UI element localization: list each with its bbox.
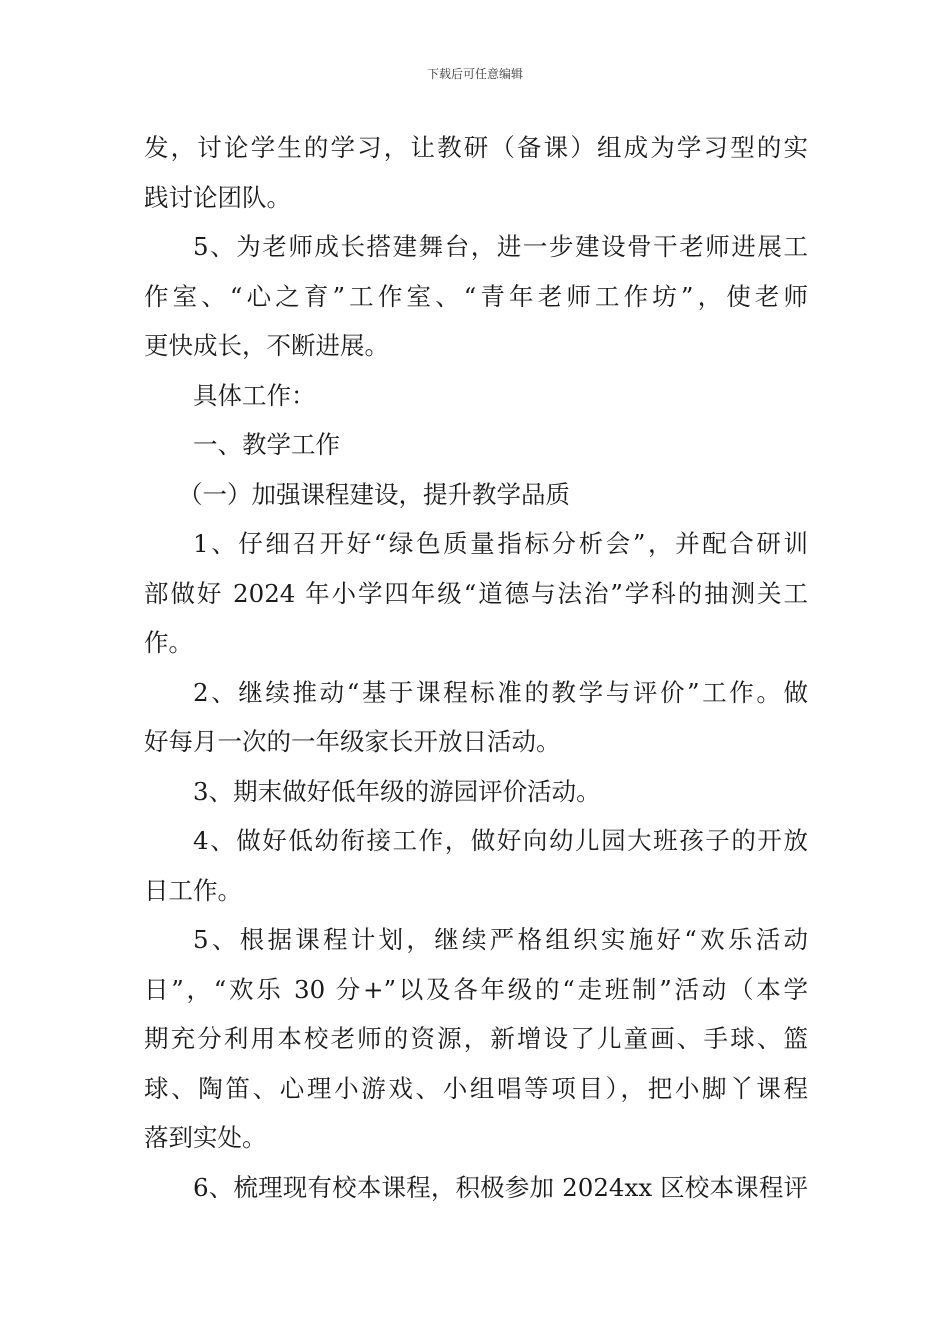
paragraph-line: 更快成长，不断进展。 [144, 331, 389, 360]
paragraph-line: 践讨论团队。 [144, 182, 291, 212]
section-heading: 一、教学工作 [193, 430, 340, 459]
paragraph-line: 4、做好低幼衔接工作，做好向幼儿园大班孩子的开放 [193, 826, 808, 855]
paragraph-line: 部做好 2024 年小学四年级“道德与法治”学科的抽测关工 [144, 578, 808, 608]
paragraph-line: 6、梳理现有校本课程，积极参加 2024xx 区校本课程评 [193, 1172, 808, 1202]
paragraph-line: 日”，“欢乐 30 分+”以及各年级的“走班制”活动（本学 [144, 974, 808, 1004]
paragraph-line: 期充分利用本校老师的资源，新增设了儿童画、手球、篮 [144, 1024, 808, 1053]
document-body [144, 123, 808, 1212]
paragraph-line: 5、根据课程计划，继续严格组织实施好“欢乐活动 [193, 925, 808, 954]
paragraph-line: 1、仔细召开好“绿色质量指标分析会”，并配合研训 [193, 529, 808, 558]
paragraph-line: 发，讨论学生的学习，让教研（备课）组成为学习型的实 [144, 133, 808, 162]
paragraph-line: 日工作。 [144, 875, 242, 905]
paragraph-line: 作室、“心之育”工作室、“青年老师工作坊”，使老师 [144, 281, 808, 311]
paragraph-line: 具体工作： [193, 380, 316, 410]
paragraph-line: 5、为老师成长搭建舞台，进一步建设骨干老师进展工 [193, 232, 808, 261]
paragraph-line: 好每月一次的一年级家长开放日活动。 [144, 727, 561, 756]
paragraph-line: 落到实处。 [144, 1123, 267, 1152]
paragraph-line: 3、期末做好低年级的游园评价活动。 [193, 776, 601, 806]
paragraph-line: 作。 [144, 628, 193, 657]
page-header-note: 下载后可任意编辑 [426, 67, 523, 81]
paragraph-line: 2、继续推动“基于课程标准的教学与评价”工作。做 [193, 677, 808, 707]
paragraph-line: 球、陶笛、心理小游戏、小组唱等项目），把小脚丫课程 [144, 1073, 808, 1103]
subsection-heading: （一）加强课程建设，提升教学品质 [178, 479, 570, 509]
